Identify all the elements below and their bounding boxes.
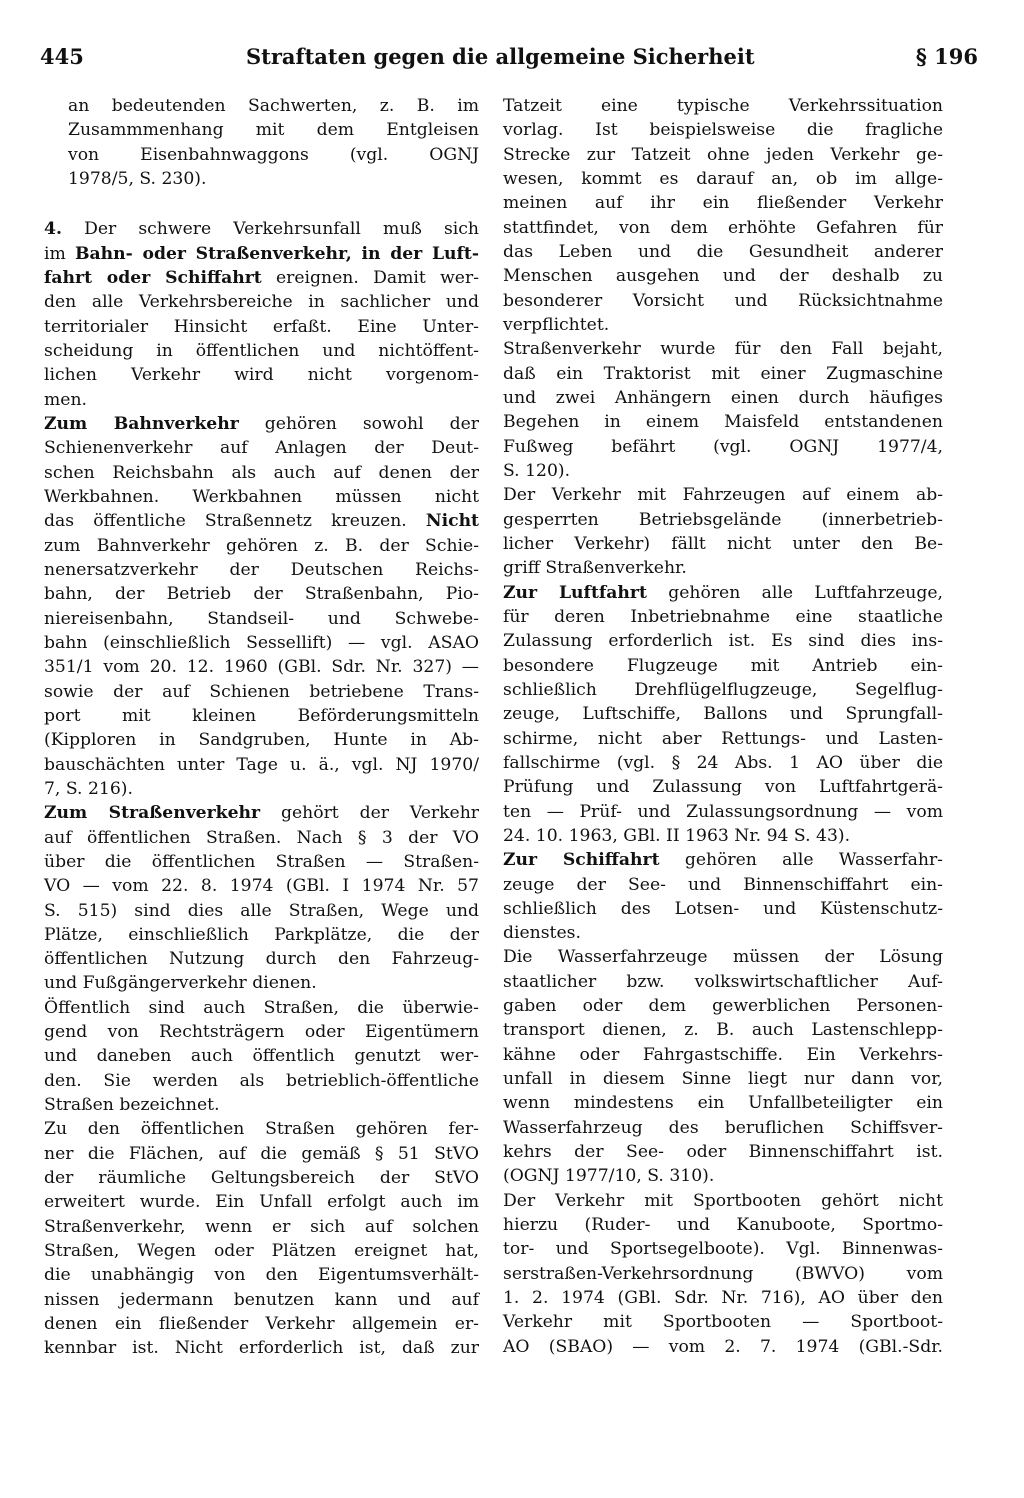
text-line: schirme, nicht aber Rettungs- und Lasten-: [503, 728, 943, 749]
text-line: scheidung in öffentlichen und nichtöffent-: [44, 340, 479, 361]
text-line: das öffentliche Straßennetz kreuzen. Nicht: [44, 511, 479, 532]
text-line: Die Wasserfahrzeuge müssen der Lösung: [503, 947, 943, 968]
text-line: Plätze, einschließlich Parkplätze, die der: [44, 924, 479, 945]
text-line: kähne oder Fahrgastschiffe. Ein Verkehrs-: [503, 1044, 943, 1065]
text-line: über die öffentlichen Straßen — Straßen-: [44, 851, 479, 872]
text-line: der räumliche Geltungsbereich der StVO: [44, 1168, 479, 1189]
text-line: Zur Luftfahrt gehören alle Luftfahrzeuge,: [503, 582, 943, 603]
text-line: sowie der auf Schienen betriebene Trans-: [44, 681, 479, 702]
text-line: territorialer Hinsicht erfaßt. Eine Unter-: [44, 316, 479, 337]
text-line: transport dienen, z. B. auch Lastenschlepp-: [503, 1020, 943, 1041]
text-line: gesperrten Betriebsgelände (innerbetrieb-: [503, 509, 943, 530]
text-line: tor- und Sportsegelboote). Vgl. Binnenwas-: [503, 1239, 943, 1260]
text-line: besondere Flugzeuge mit Antrieb ein-: [503, 655, 943, 676]
text-line: lichen Verkehr wird nicht vorgenom-: [44, 365, 479, 386]
text-line: S. 120).: [503, 460, 571, 481]
text-line: an bedeutenden Sachwerten, z. B. im: [68, 96, 479, 116]
page-number: 445: [40, 44, 84, 69]
text-line: 4. Der schwere Verkehrsunfall muß sich: [44, 219, 479, 240]
text-line: Strecke zur Tatzeit ohne jeden Verkehr ge-: [503, 144, 943, 165]
text-line: hierzu (Ruder- und Kanuboote, Sportmo-: [503, 1215, 943, 1236]
text-line: von Eisenbahnwaggons (vgl. OGNJ: [68, 144, 479, 165]
text-line: S. 515) sind dies alle Straßen, Wege und: [44, 900, 479, 921]
paragraph-gap: [44, 191, 479, 217]
text-line: wenn mindestens ein Unfallbeteiligter ein: [503, 1093, 943, 1114]
text-line: Zum Straßenverkehr gehört der Verkehr: [44, 803, 480, 824]
text-line: VO — vom 22. 8. 1974 (GBl. I 1974 Nr. 57: [44, 876, 479, 897]
text-line: besonderer Vorsicht und Rücksichtnahme: [503, 290, 943, 311]
text-line: licher Verkehr) fällt nicht unter den Be-: [503, 533, 943, 554]
text-line: kennbar ist. Nicht erforderlich ist, daß zur: [44, 1338, 479, 1359]
left-column: [44, 94, 479, 1361]
text-line: vorlag. Ist beispielsweise die fragliche: [503, 120, 943, 141]
text-line: ten — Prüf- und Zulassungsordnung — vom: [503, 801, 943, 822]
text-line: fahrt oder Schiffahrt ereignen. Damit wer-: [44, 267, 479, 288]
text-line: fallschirme (vgl. § 24 Abs. 1 AO über die: [503, 752, 943, 773]
text-line: im Bahn- oder Straßenverkehr, in der Luft-: [44, 243, 479, 264]
text-line: schließlich des Lotsen- und Küstenschutz-: [503, 898, 943, 919]
text-line: port mit kleinen Beförderungsmitteln: [44, 705, 479, 726]
right-column: [503, 94, 943, 1359]
text-line: serstraßen-Verkehrsordnung (BWVO) vom: [503, 1263, 943, 1284]
text-line: Straßen, Wegen oder Plätzen ereignet hat,: [44, 1241, 479, 1262]
text-line: 1. 2. 1974 (GBl. Sdr. Nr. 716), AO über den: [503, 1288, 943, 1309]
text-line: die unabhängig von den Eigentumsverhält-: [44, 1265, 479, 1286]
page-title: Straftaten gegen die allgemeine Sicherheit: [246, 44, 755, 69]
text-line: Zum Bahnverkehr gehören sowohl der: [44, 413, 479, 434]
text-line: meinen auf ihr ein fließender Verkehr: [503, 193, 943, 214]
section-number: § 196: [915, 44, 978, 69]
text-line: das Leben und die Gesundheit anderer: [503, 241, 943, 262]
text-line: Straßen bezeichnet.: [44, 1095, 220, 1116]
text-line: wesen, kommt es darauf an, ob im allge-: [503, 168, 943, 189]
text-line: Zulassung erforderlich ist. Es sind dies ins-: [503, 631, 943, 652]
text-line: für deren Inbetriebnahme eine staatliche: [503, 606, 943, 627]
text-line: schließlich Drehflügelflugzeuge, Segelflug-: [503, 679, 943, 700]
text-line: 351/1 vom 20. 12. 1960 (GBl. Sdr. Nr. 327) —: [44, 657, 479, 678]
text-line: griff Straßenverkehr.: [503, 558, 687, 579]
text-line: (Kipploren in Sandgruben, Hunte in Ab-: [44, 730, 479, 751]
text-line: Fußweg befährt (vgl. OGNJ 1977/4,: [503, 436, 943, 457]
text-line: 7, S. 216).: [44, 778, 133, 799]
text-line: und zwei Anhängern einen durch häufiges: [503, 387, 943, 408]
text-line: den. Sie werden als betrieblich-öffentliche: [44, 1070, 479, 1091]
text-line: und daneben auch öffentlich genutzt wer-: [44, 1046, 479, 1067]
text-line: erweitert wurde. Ein Unfall erfolgt auch im: [44, 1192, 479, 1213]
text-line: unfall in diesem Sinne liegt nur dann vor,: [503, 1069, 943, 1090]
text-line: Straßenverkehr, wenn er sich auf solchen: [44, 1216, 479, 1237]
text-line: gend von Rechtsträgern oder Eigentümern: [44, 1022, 479, 1043]
text-line: AO (SBAO) — vom 2. 7. 1974 (GBl.-Sdr.: [503, 1336, 943, 1357]
text-line: denen ein fließender Verkehr allgemein er-: [44, 1314, 479, 1335]
text-line: zum Bahnverkehr gehören z. B. der Schie-: [44, 535, 479, 556]
text-line: daß ein Traktorist mit einer Zugmaschine: [503, 363, 943, 384]
text-line: Wasserfahrzeug des beruflichen Schiffsver-: [503, 1117, 943, 1138]
text-line: 1978/5, S. 230).: [68, 168, 207, 189]
text-line: bauschächten unter Tage u. ä., vgl. NJ 1970/: [44, 754, 479, 775]
text-line: Zu den öffentlichen Straßen gehören fer-: [44, 1119, 479, 1140]
text-line: auf öffentlichen Straßen. Nach § 3 der VO: [44, 827, 479, 848]
text-line: Der Verkehr mit Sportbooten gehört nicht: [503, 1190, 943, 1211]
text-line: Prüfung und Zulassung von Luftfahrtgerä-: [503, 777, 943, 798]
text-line: Schienenverkehr auf Anlagen der Deut-: [44, 438, 479, 459]
text-line: staatlicher bzw. volkswirtschaftlicher Auf-: [503, 971, 943, 992]
text-line: Straßenverkehr wurde für den Fall bejaht,: [503, 339, 943, 360]
text-line: den alle Verkehrsbereiche in sachlicher und: [44, 292, 479, 313]
text-line: men.: [44, 389, 88, 410]
text-line: dienstes.: [503, 923, 581, 944]
text-line: Der Verkehr mit Fahrzeugen auf einem ab-: [503, 485, 943, 506]
text-line: kehrs der See- oder Binnenschiffahrt ist.: [503, 1142, 943, 1163]
page-header: [40, 40, 990, 80]
text-line: 24. 10. 1963, GBl. II 1963 Nr. 94 S. 43).: [503, 825, 851, 846]
text-line: Werkbahnen. Werkbahnen müssen nicht: [44, 486, 479, 507]
text-line: Zur Schiffahrt gehören alle Wasserfahr-: [503, 850, 943, 871]
text-line: nenersatzverkehr der Deutschen Reichs-: [44, 559, 479, 580]
text-line: verpflichtet.: [503, 314, 610, 335]
text-line: Menschen ausgehen und der deshalb zu: [503, 266, 943, 287]
text-line: bahn, der Betrieb der Straßenbahn, Pio-: [44, 584, 479, 605]
text-line: öffentlichen Nutzung durch den Fahrzeug-: [44, 949, 479, 970]
text-line: Verkehr mit Sportbooten — Sportboot-: [503, 1312, 943, 1333]
text-line: zeuge der See- und Binnenschiffahrt ein-: [503, 874, 943, 895]
text-line: gaben oder dem gewerblichen Personen-: [503, 996, 943, 1017]
text-line: niereisenbahn, Standseil- und Schwebe-: [44, 608, 479, 629]
text-line: zeuge, Luftschiffe, Ballons und Sprungfall-: [503, 704, 943, 725]
text-line: Öffentlich sind auch Straßen, die überwie-: [44, 997, 479, 1018]
text-line: und Fußgängerverkehr dienen.: [44, 973, 317, 994]
text-line: (OGNJ 1977/10, S. 310).: [503, 1166, 715, 1187]
text-line: ner die Flächen, auf die gemäß § 51 StVO: [44, 1143, 479, 1164]
text-line: stattfindet, von dem erhöhte Gefahren für: [503, 217, 943, 238]
text-line: schen Reichsbahn als auch auf denen der: [44, 462, 479, 483]
text-line: bahn (einschließlich Sessellift) — vgl. ASAO: [44, 632, 479, 653]
text-line: Begehen in einem Maisfeld entstandenen: [503, 412, 943, 433]
text-line: nissen jedermann benutzen kann und auf: [44, 1289, 479, 1310]
text-line: Zusammmenhang mit dem Entgleisen: [68, 120, 479, 141]
text-line: Tatzeit eine typische Verkehrssituation: [503, 96, 943, 116]
